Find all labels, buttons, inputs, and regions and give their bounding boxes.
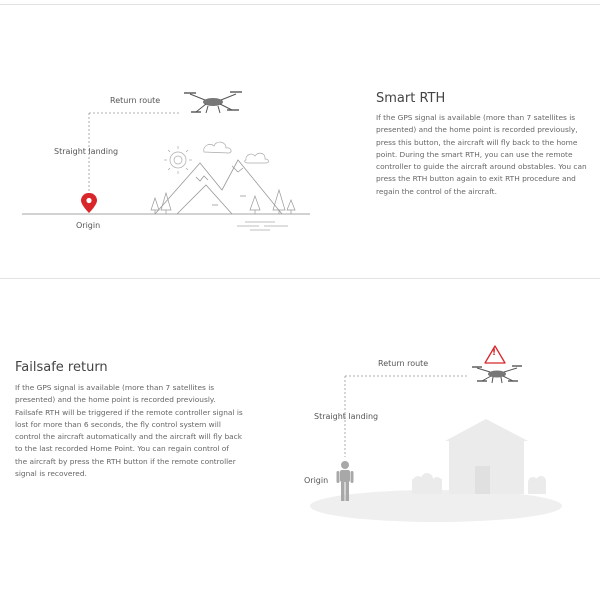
sun-icon [164, 146, 192, 174]
warning-symbol: ! [492, 348, 497, 358]
drone-icon [184, 92, 242, 113]
origin-label: Origin [304, 476, 329, 485]
smart-rth-title: Smart RTH [376, 91, 446, 106]
straight-landing-label: Straight landing [54, 147, 119, 156]
house-icon [412, 419, 546, 494]
return-route-label: Return route [110, 96, 161, 105]
origin-pin-icon [81, 193, 97, 213]
failsafe-return-section [0, 279, 600, 600]
return-route-label: Return route [378, 359, 429, 368]
mountains-icon [155, 160, 282, 214]
drone-icon [472, 366, 522, 383]
smart-rth-section [0, 0, 600, 278]
smart-rth-description: If the GPS signal is available (more than 7 satellites is presented) and the home point is recorded previously, press this button, the aircraft will fly back to the home point. During the smart RTH, you can use the remote controller to guide the aircraft around obstables. You can press the RTH button again to exit RTH procedure and regain the control of the aircraft. [376, 113, 587, 196]
straight-landing-label: Straight landing [314, 412, 379, 421]
origin-label: Origin [76, 221, 101, 230]
water-waves-icon [237, 222, 288, 230]
cloud-icon [204, 142, 269, 163]
failsafe-return-title: Failsafe return [15, 360, 108, 375]
failsafe-return-description: If the GPS signal is available (more than 7 satellites is presented) and the home point is recorded previously. Failsafe RTH will be triggered if the remote controller signal is lost for more than 6 seconds, the fly control system will control the aircraft automatically and the aircraft will fly back to the last recorded Home Point. You can regain control of the aircraft by press the RTH button if the remote controller signal is recovered. [15, 383, 243, 479]
